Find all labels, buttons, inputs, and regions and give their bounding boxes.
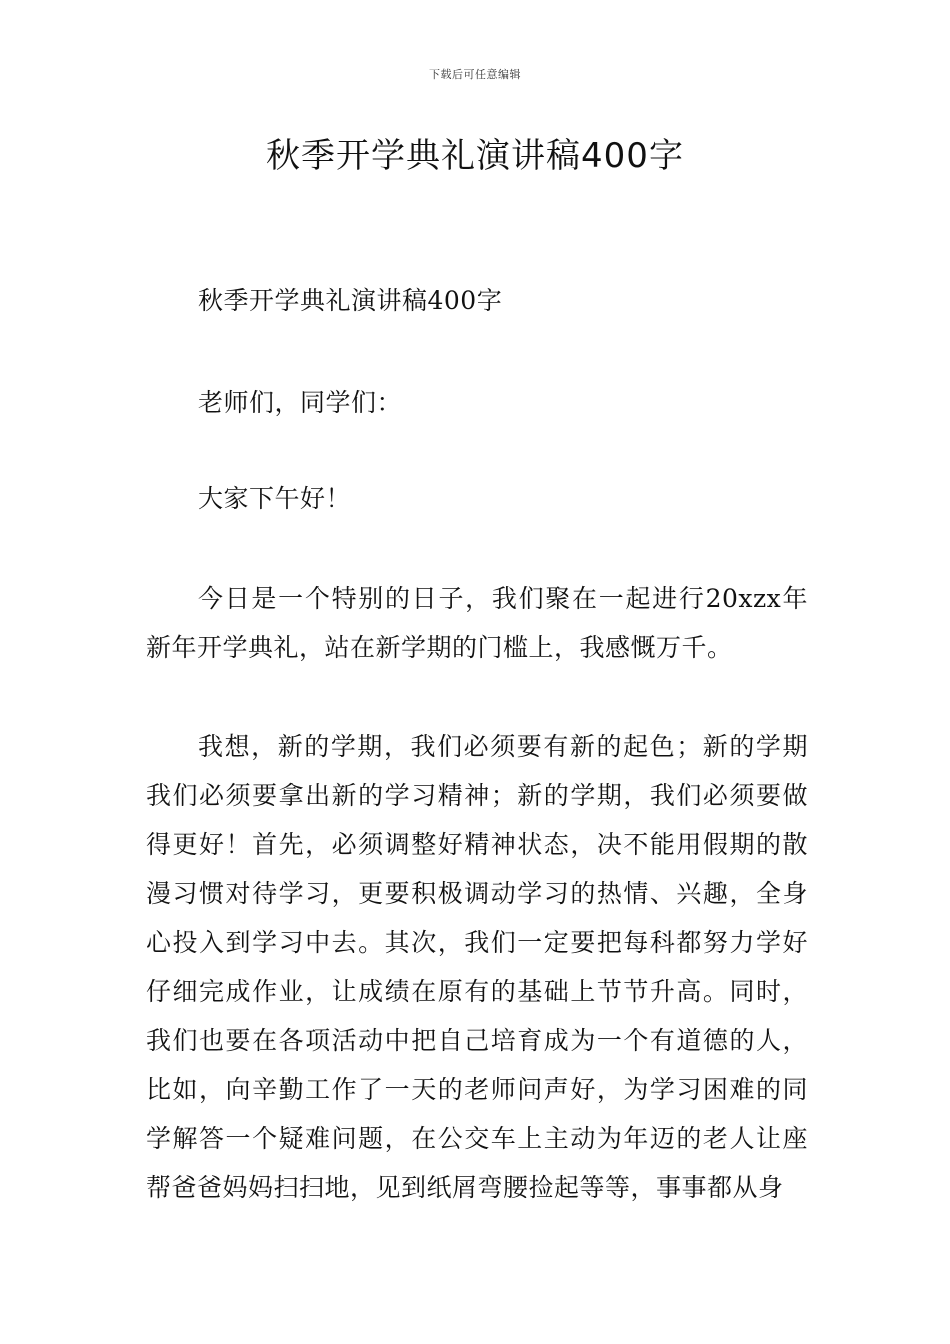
paragraph-greeting: 老师们，同学们： bbox=[198, 388, 403, 417]
paragraph-salutation: 大家下午好！ bbox=[198, 484, 352, 513]
paragraph-main: 我想，新的学期，我们必须要有新的起色；新的学期我们必须要拿出新的学习精神；新的学期，我们必须要做得更好！首先，必须调整好精神状态，决不能用假期的散漫习惯对待学习，更要积极调动学习的热情、兴趣，全身心投入到学习中去。其次，我们一定要把每科都努力学好仔细完成作业，让成绩在原有的基础上节节升高。同时，我们也要在各项活动中把自己培育成为一个有道德的人，比如，向辛勤工作了一天的老师问声好，为学习困难的同学解答一个疑难问题，在公交车上主动为年迈的老人让座帮爸爸妈妈扫扫地，见到纸屑弯腰捡起等等，事事都从身 bbox=[146, 732, 808, 1202]
paragraph-intro: 今日是一个特别的日子，我们聚在一起进行20xzx年新年开学典礼，站在新学期的门槛上，我感慨万千。 bbox=[146, 584, 808, 662]
document-title: 秋季开学典礼演讲稿400字 bbox=[266, 136, 684, 176]
header-note: 下载后可任意编辑 bbox=[429, 68, 521, 81]
document-body bbox=[146, 0, 808, 1344]
paragraph-subtitle: 秋季开学典礼演讲稿400字 bbox=[198, 286, 503, 315]
